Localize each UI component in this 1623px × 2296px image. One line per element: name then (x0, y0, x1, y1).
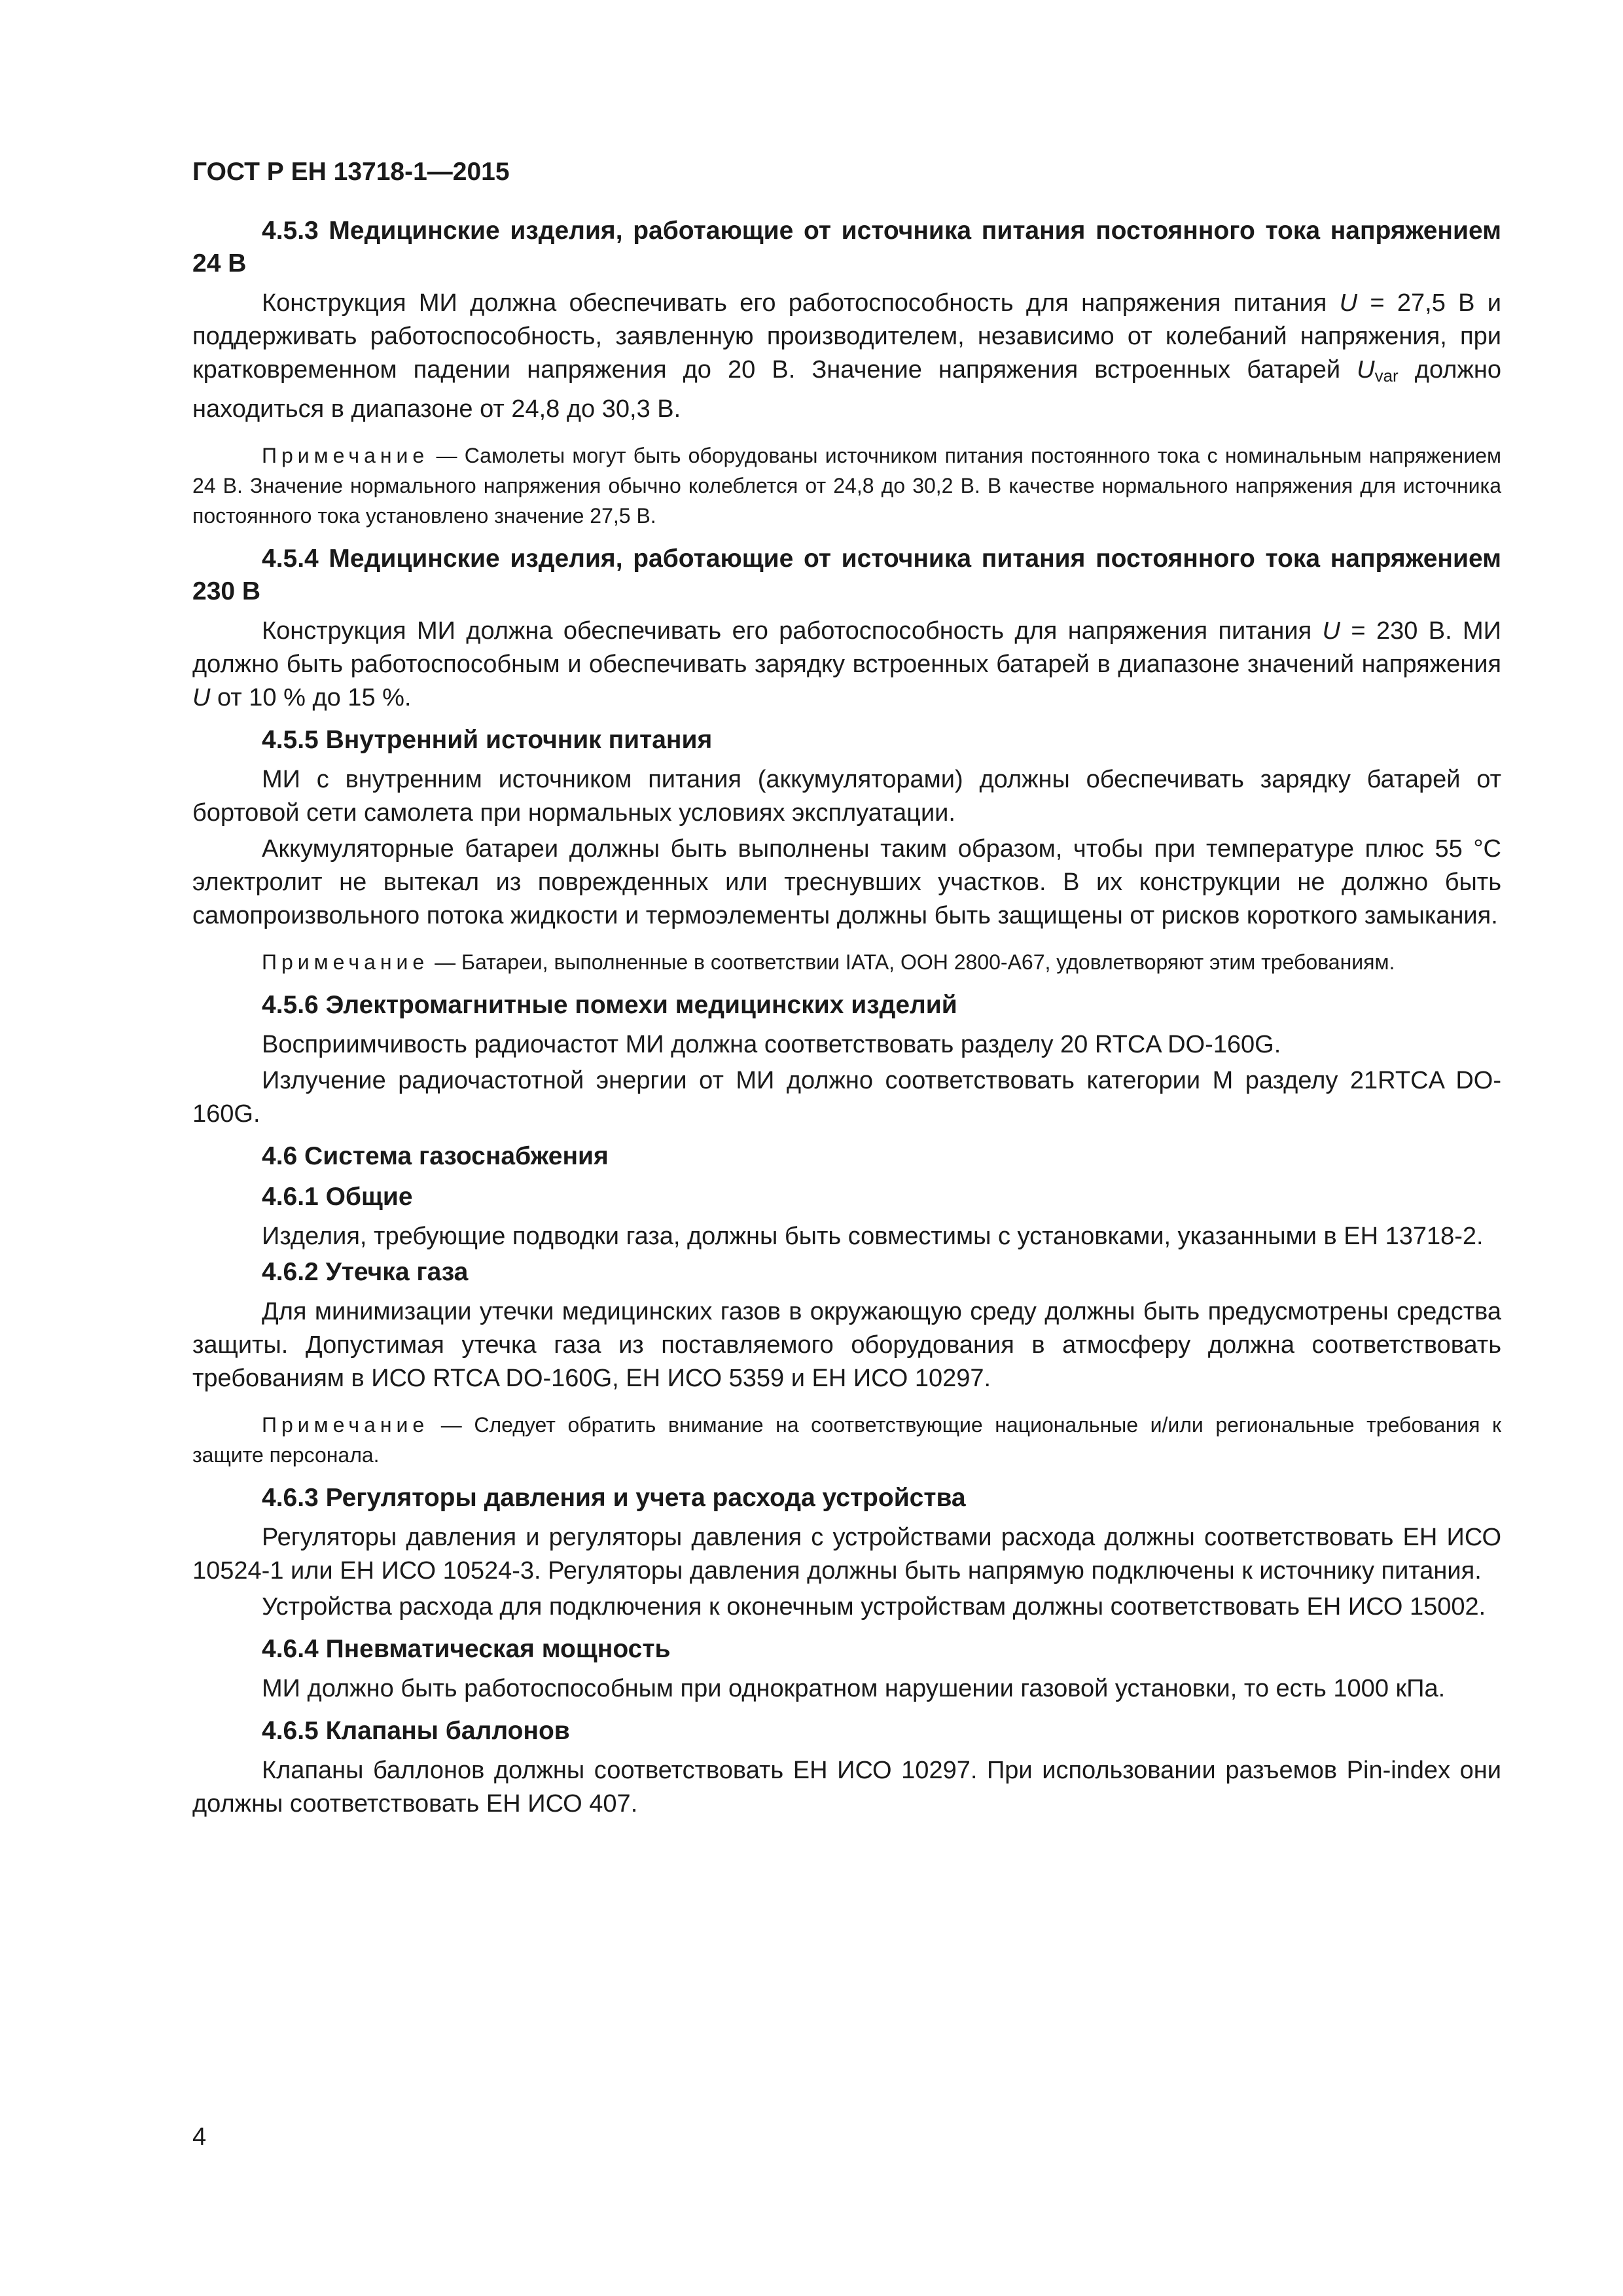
paragraph-4-6-3-1: Регуляторы давления и регуляторы давления с устройствами расхода должны соответствовать ЕН ИСО 10524-1 или ЕН ИСО 10524-3. Регуляторы давления должны быть напрямую подключены к источнику питания. (192, 1524, 1501, 1585)
heading-4-5-4: 4.5.4 Медицинские изделия, работающие от источника питания постоянного тока напряжением 230 В (192, 545, 1501, 605)
heading-4-6-2: 4.6.2 Утечка газа (262, 1258, 469, 1286)
note-4-5-5 (192, 947, 1501, 977)
paragraph-text: Конструкция МИ должна обеспечивать его работоспособность для напряжения питания (262, 289, 1340, 317)
variable-u-var: U (1357, 356, 1375, 384)
variable-u: U (192, 684, 211, 711)
document-page (192, 156, 1501, 1823)
note-text: — Батареи, выполненные в соответствии IATA, ООН 2800-А67, удовлетворяют этим требованиям. (429, 950, 1395, 974)
paragraph-4-6-3-2: Устройства расхода для подключения к оконечным устройствам должны соответствовать ЕН ИСО 15002. (262, 1593, 1486, 1621)
variable-u: U (1339, 289, 1358, 317)
paragraph-4-5-3 (192, 287, 1501, 426)
heading-4-6-3: 4.6.3 Регуляторы давления и учета расхода устройства (262, 1484, 966, 1512)
note-label: Примечание (262, 444, 429, 467)
variable-u: U (1322, 617, 1340, 645)
paragraph-text: = 27,5 В и поддерживать работоспособность, заявленную производителем, независимо от колебаний напряжения, при кратковременном падении напряжения до 20 В. Значение напряжения встроенных батарей (192, 289, 1501, 384)
heading-4-6-5: 4.6.5 Клапаны баллонов (262, 1717, 570, 1745)
paragraph-4-6-2: Для минимизации утечки медицинских газов в окружающую среду должны быть предусмотрены средства защиты. Допустимая утечка газа из поставляемого оборудования в атмосферу должна соответствовать требованиям в ИСО RTCA DO-160G, ЕН ИСО 5359 и ЕН ИСО 10297. (192, 1298, 1501, 1392)
heading-4-6-4: 4.6.4 Пневматическая мощность (262, 1635, 671, 1663)
variable-subscript: var (1374, 366, 1399, 386)
heading-4-6: 4.6 Система газоснабжения (262, 1142, 609, 1170)
paragraph-4-6-4: МИ должно быть работоспособным при однократном нарушении газовой установки, то есть 1000 кПа. (262, 1675, 1446, 1702)
note-text: — Самолеты могут быть оборудованы источником питания постоянного тока с номинальным напряжением 24 В. Значение нормального напряжения обычно колеблется от 24,8 до 30,2 В. В качестве нормального напряжения для источника постоянного тока установлено значение 27,5 В. (192, 444, 1501, 528)
note-label: Примечание (262, 950, 429, 974)
paragraph-4-5-6-1: Восприимчивость радиочастот МИ должна соответствовать разделу 20 RTCA DO-160G. (262, 1031, 1281, 1058)
paragraph-4-5-6-2: Излучение радиочастотной энергии от МИ должно соответствовать категории М разделу 21RTCA DO-160G. (192, 1067, 1501, 1128)
note-label: Примечание (262, 1413, 429, 1437)
document-code-header: ГОСТ Р ЕН 13718-1—2015 (192, 158, 510, 186)
paragraph-4-5-5-1: МИ с внутренним источником питания (аккумуляторами) должны обеспечивать зарядку батарей от бортовой сети самолета при нормальных условиях эксплуатации. (192, 766, 1501, 827)
page-number: 4 (192, 2123, 207, 2151)
heading-4-6-1: 4.6.1 Общие (262, 1183, 413, 1211)
paragraph-text: от 10 % до 15 %. (210, 684, 412, 711)
paragraph-text: = 230 В. МИ должно быть работоспособным и обеспечивать зарядку встроенных батарей в диапазоне значений напряжения (192, 617, 1501, 678)
paragraph-4-6-1: Изделия, требующие подводки газа, должны быть совместимы с установками, указанными в ЕН 13718-2. (262, 1223, 1484, 1250)
paragraph-4-5-5-2: Аккумуляторные батареи должны быть выполнены таким образом, чтобы при температуре плюс 55 °С электролит не вытекал из поврежденных или треснувших участков. В их конструкции не должно быть самопроизвольного потока жидкости и термоэлементы должны быть защищены от рисков короткого замыкания. (192, 835, 1501, 929)
heading-4-5-6: 4.5.6 Электромагнитные помехи медицинских изделий (262, 991, 957, 1019)
paragraph-text: должно находиться в диапазоне от 24,8 до 30,3 В. (192, 356, 1501, 423)
note-text: — Следует обратить внимание на соответствующие национальные и/или региональные требования к защите персонала. (192, 1413, 1501, 1467)
heading-4-5-5: 4.5.5 Внутренний источник питания (262, 726, 713, 754)
note-4-6-2 (192, 1410, 1501, 1470)
paragraph-4-6-5: Клапаны баллонов должны соответствовать ЕН ИСО 10297. При использовании разъемов Pin-index они должны соответствовать ЕН ИСО 407. (192, 1757, 1501, 1818)
paragraph-4-5-4 (192, 615, 1501, 715)
heading-4-5-3: 4.5.3 Медицинские изделия, работающие от источника питания постоянного тока напряжением 24 В (192, 217, 1501, 278)
paragraph-text: Конструкция МИ должна обеспечивать его работоспособность для напряжения питания (262, 617, 1323, 645)
note-4-5-3 (192, 440, 1501, 531)
